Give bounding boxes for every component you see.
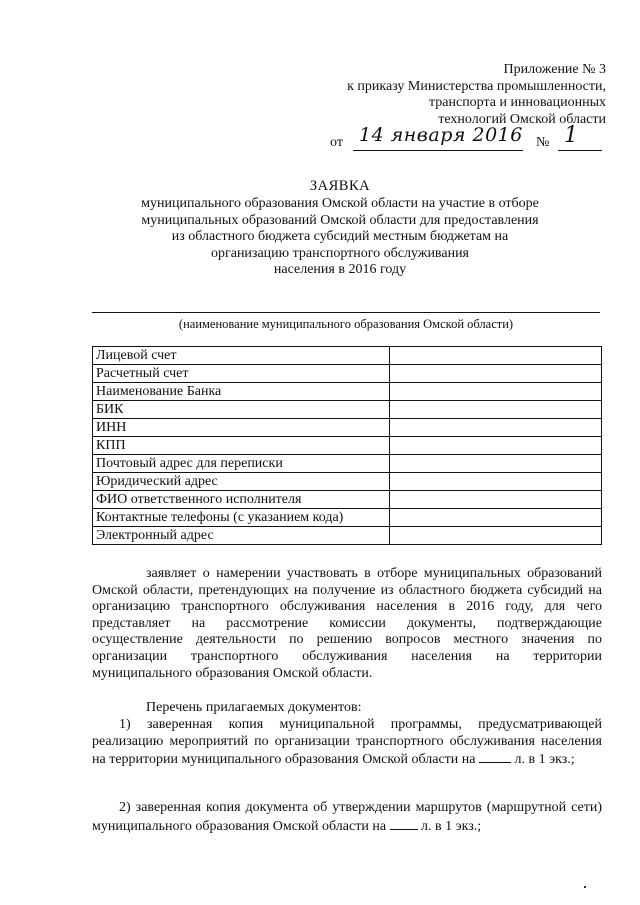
table-row (93, 473, 602, 491)
row-label: Наименование Банка (93, 383, 390, 401)
document-title: ЗАЯВКА (309, 178, 371, 194)
table-row (93, 419, 602, 437)
row-value (390, 455, 602, 473)
table-row (93, 491, 602, 509)
row-label: ФИО ответственного исполнителя (93, 491, 390, 509)
subtitle-line: населения в 2016 году (273, 262, 407, 278)
document-list-item (92, 717, 602, 769)
scan-speck (584, 886, 586, 888)
appendix-line: Приложение № 3 (503, 62, 606, 77)
municipality-name-line (92, 312, 600, 313)
table-row (93, 347, 602, 365)
table-row (93, 401, 602, 419)
item-tail: л. в 1 экз.; (514, 752, 575, 768)
row-value (390, 365, 602, 383)
row-label: БИК (93, 401, 390, 419)
row-value (390, 527, 602, 545)
number-label: № (536, 135, 550, 150)
appendix-line: технологий Омской области (438, 111, 606, 127)
row-label: Почтовый адрес для переписки (93, 455, 390, 473)
appendix-header (306, 62, 606, 128)
page-count-blank (390, 817, 418, 830)
item-text: 1) заверенная копия муниципальной программы, предусматривающей реализацию мероприятий по организации транспортного обслуживания населения на территории муниципального образования Омской области на (92, 717, 602, 768)
row-label: Юридический адрес (93, 473, 390, 491)
item-text: 2) заверенная копия документа об утверждении маршрутов (маршрутной сети) муниципального образования Омской области на (92, 800, 602, 834)
item-tail: л. в 1 экз.; (421, 818, 482, 834)
page-count-blank (479, 750, 511, 763)
row-value (390, 401, 602, 419)
table-row (93, 509, 602, 527)
date-prefix: от (330, 135, 343, 150)
row-value (390, 347, 602, 365)
table-row (93, 383, 602, 401)
row-value (390, 437, 602, 455)
table-row (93, 365, 602, 383)
subtitle-line: из областного бюджета субсидий местным бюджетам на (171, 229, 509, 245)
documents-list-heading: Перечень прилагаемых документов: (146, 700, 362, 715)
row-value (390, 509, 602, 527)
appendix-line: к приказу Министерства промышленности, (347, 78, 606, 94)
row-value (390, 473, 602, 491)
row-value (390, 419, 602, 437)
number-field (558, 123, 602, 151)
handwritten-number: 1 (564, 123, 578, 148)
date-field (353, 126, 523, 151)
document-subtitle (100, 196, 580, 279)
statement-paragraph: заявляет о намерении участвовать в отборе муниципальных образований Омской области, претендующих на получение из областного бюджета субсидий на организацию транспортного обслуживания населения в 2016 году, для чего представляет на рассмотрение комиссии документы, подтверждающие осуществление деятельности по решению вопросов местного значения по организации транспортного обслуживания населения на территории муниципального образования Омской области. (92, 566, 602, 681)
handwritten-date: 14 января 2016 (359, 124, 523, 146)
row-value (390, 491, 602, 509)
table-row (93, 455, 602, 473)
row-value (390, 383, 602, 401)
details-table (92, 346, 602, 545)
row-label: Электронный адрес (93, 527, 390, 545)
row-label: Лицевой счет (93, 347, 390, 365)
row-label: КПП (93, 437, 390, 455)
appendix-line: транспорта и инновационных (428, 95, 606, 110)
table-row (93, 527, 602, 545)
subtitle-line: муниципальных образований Омской области для предоставления (141, 212, 539, 228)
table-row (93, 437, 602, 455)
subtitle-line: муниципального образования Омской области на участие в отборе (141, 196, 539, 211)
order-date-line (330, 123, 610, 152)
row-label: ИНН (93, 419, 390, 437)
subtitle-line: организацию транспортного обслуживания (210, 245, 469, 261)
document-list-item (92, 800, 602, 835)
row-label: Расчетный счет (93, 365, 390, 383)
row-label: Контактные телефоны (с указанием кода) (93, 509, 390, 527)
municipality-name-caption: (наименование муниципального образования Омской области) (178, 317, 514, 331)
